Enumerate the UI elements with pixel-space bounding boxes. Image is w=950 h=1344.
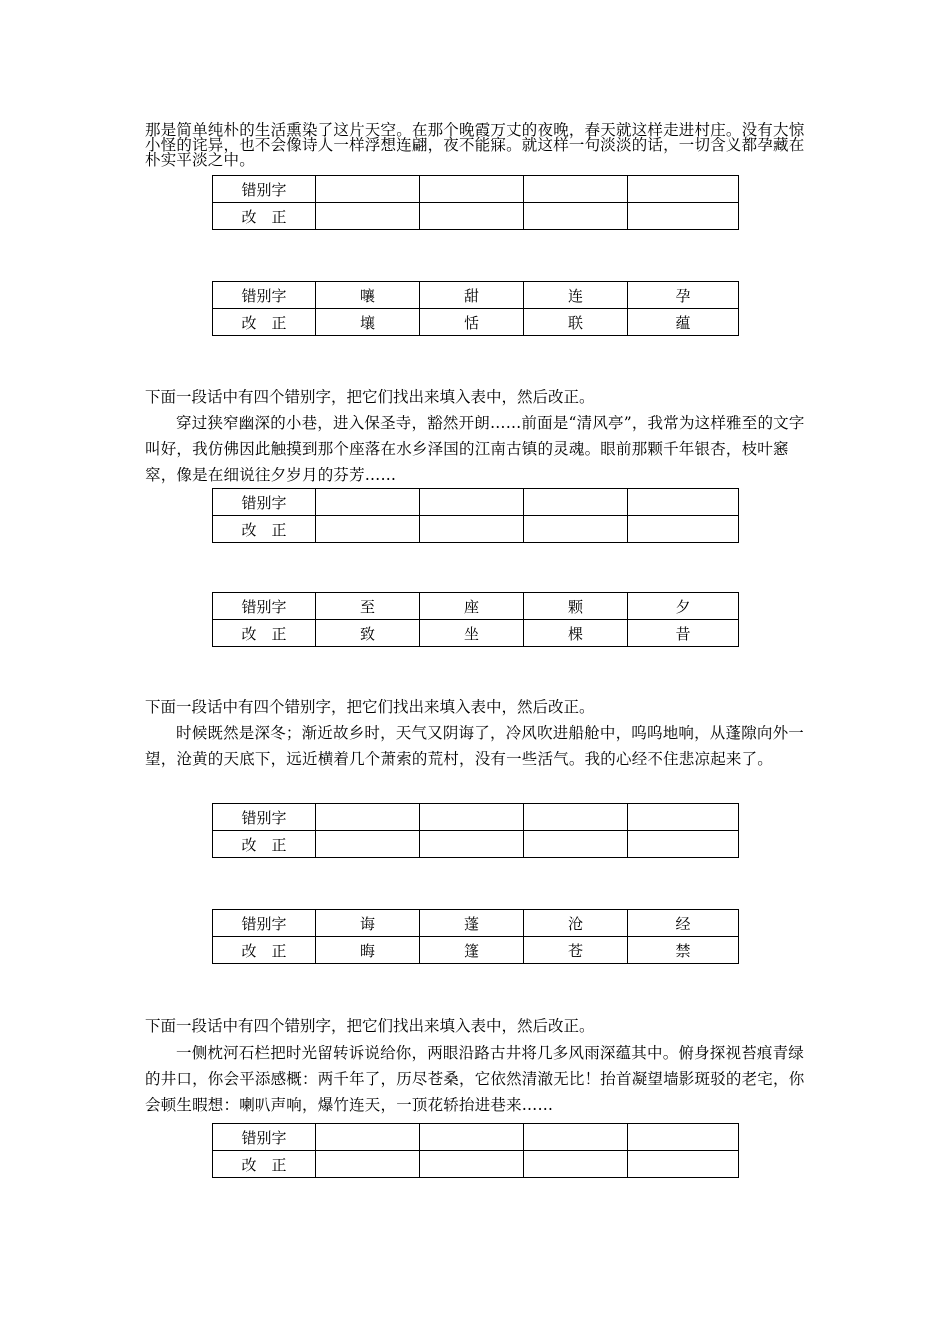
blank-cell[interactable] <box>524 804 628 831</box>
blank-cell[interactable] <box>316 831 420 858</box>
blank-cell[interactable] <box>316 176 420 203</box>
correct-char: 壤 <box>316 309 420 336</box>
blank-cell[interactable] <box>316 1124 420 1151</box>
correct-char: 恬 <box>420 309 524 336</box>
row-label-correct: 改 正 <box>213 831 316 858</box>
answer-table-3 <box>212 909 739 964</box>
answer-table-2 <box>212 592 739 647</box>
row-label-wrong: 错别字 <box>213 593 316 620</box>
row-label-correct: 改 正 <box>213 309 316 336</box>
blank-cell[interactable] <box>524 831 628 858</box>
passage-3: 时候既然是深冬；渐近故乡时，天气又阴诲了，冷风吹进船舱中，呜呜地响，从蓬隙向外一望，沧黄的天底下，远近横着几个萧索的荒村，没有一些活气。我的心经不住悲凉起来了。 <box>145 724 805 768</box>
wrong-char: 孕 <box>628 282 739 309</box>
blank-table-2 <box>212 488 739 543</box>
blank-cell[interactable] <box>628 516 739 543</box>
wrong-char: 至 <box>316 593 420 620</box>
blank-cell[interactable] <box>316 203 420 230</box>
correct-char: 联 <box>524 309 628 336</box>
row-label-correct: 改 正 <box>213 1151 316 1178</box>
blank-cell[interactable] <box>524 1151 628 1178</box>
blank-cell[interactable] <box>316 516 420 543</box>
wrong-char: 夕 <box>628 593 739 620</box>
row-label-wrong: 错别字 <box>213 489 316 516</box>
blank-cell[interactable] <box>420 1124 524 1151</box>
blank-cell[interactable] <box>420 203 524 230</box>
passage-1: 那是简单纯朴的生活熏染了这片天空。在那个晚霞万丈的夜晚，春天就这样走进村庄。没有大惊小怪的诧异，也不会像诗人一样浮想连翩，夜不能寐。就这样一句淡淡的话，一切含义都孕藏在朴实平淡之中。 <box>145 121 805 169</box>
table-row <box>213 1151 739 1178</box>
blank-cell[interactable] <box>628 1124 739 1151</box>
blank-cell[interactable] <box>420 516 524 543</box>
wrong-char: 沧 <box>524 910 628 937</box>
table-row <box>213 831 739 858</box>
blank-cell[interactable] <box>420 176 524 203</box>
row-label-correct: 改 正 <box>213 620 316 647</box>
instruction-4: 下面一段话中有四个错别字，把它们找出来填入表中，然后改正。 <box>145 1017 595 1035</box>
blank-cell[interactable] <box>524 176 628 203</box>
row-label-correct: 改 正 <box>213 937 316 964</box>
blank-cell[interactable] <box>420 1151 524 1178</box>
table-row <box>213 937 739 964</box>
wrong-char: 颗 <box>524 593 628 620</box>
row-label-correct: 改 正 <box>213 203 316 230</box>
blank-cell[interactable] <box>420 489 524 516</box>
correct-char: 昔 <box>628 620 739 647</box>
blank-cell[interactable] <box>524 489 628 516</box>
blank-table-3 <box>212 803 739 858</box>
correct-char: 蕴 <box>628 309 739 336</box>
table-row <box>213 1124 739 1151</box>
blank-cell[interactable] <box>316 1151 420 1178</box>
wrong-char: 甜 <box>420 282 524 309</box>
table-row <box>213 309 739 336</box>
table-row <box>213 282 739 309</box>
correct-char: 晦 <box>316 937 420 964</box>
correct-char: 篷 <box>420 937 524 964</box>
wrong-char: 蓬 <box>420 910 524 937</box>
row-label-wrong: 错别字 <box>213 176 316 203</box>
correct-char: 禁 <box>628 937 739 964</box>
blank-table-4 <box>212 1123 739 1178</box>
wrong-char: 座 <box>420 593 524 620</box>
blank-cell[interactable] <box>420 804 524 831</box>
wrong-char: 嚷 <box>316 282 420 309</box>
correct-char: 苍 <box>524 937 628 964</box>
table-row <box>213 910 739 937</box>
blank-cell[interactable] <box>524 1124 628 1151</box>
table-row <box>213 203 739 230</box>
blank-cell[interactable] <box>628 804 739 831</box>
row-label-wrong: 错别字 <box>213 282 316 309</box>
blank-cell[interactable] <box>524 203 628 230</box>
wrong-char: 诲 <box>316 910 420 937</box>
correct-char: 棵 <box>524 620 628 647</box>
table-row <box>213 804 739 831</box>
correct-char: 坐 <box>420 620 524 647</box>
row-label-wrong: 错别字 <box>213 1124 316 1151</box>
blank-cell[interactable] <box>628 489 739 516</box>
blank-cell[interactable] <box>628 203 739 230</box>
row-label-wrong: 错别字 <box>213 910 316 937</box>
wrong-char: 经 <box>628 910 739 937</box>
table-row <box>213 620 739 647</box>
answer-table-1 <box>212 281 739 336</box>
blank-cell[interactable] <box>628 176 739 203</box>
correct-char: 致 <box>316 620 420 647</box>
instruction-2: 下面一段话中有四个错别字，把它们找出来填入表中，然后改正。 <box>145 388 595 406</box>
table-row <box>213 516 739 543</box>
blank-cell[interactable] <box>316 804 420 831</box>
blank-table-1 <box>212 175 739 230</box>
blank-cell[interactable] <box>628 831 739 858</box>
instruction-3: 下面一段话中有四个错别字，把它们找出来填入表中，然后改正。 <box>145 698 595 716</box>
table-row <box>213 176 739 203</box>
row-label-correct: 改 正 <box>213 516 316 543</box>
table-row <box>213 489 739 516</box>
passage-4: 一侧枕河石栏把时光留转诉说给你，两眼沿路古井将几多风雨深蕴其中。俯身探视苔痕青绿的井口，你会平添感概：两千年了，历尽苍桑，它依然清澈无比！抬首凝望墙影斑驳的老宅，你会顿生暇想：喇叭声响，爆竹连天，一顶花轿抬进巷来…… <box>145 1044 805 1114</box>
table-row <box>213 593 739 620</box>
row-label-wrong: 错别字 <box>213 804 316 831</box>
blank-cell[interactable] <box>524 516 628 543</box>
passage-2: 穿过狭窄幽深的小巷，进入保圣寺，豁然开朗……前面是“清风亭”，我常为这样雅至的文字叫好，我仿佛因此触摸到那个座落在水乡泽国的江南古镇的灵魂。眼前那颗千年银杏，枝叶窸窣，像是在细说往夕岁月的芬芳…… <box>145 414 805 484</box>
wrong-char: 连 <box>524 282 628 309</box>
blank-cell[interactable] <box>316 489 420 516</box>
blank-cell[interactable] <box>420 831 524 858</box>
blank-cell[interactable] <box>628 1151 739 1178</box>
